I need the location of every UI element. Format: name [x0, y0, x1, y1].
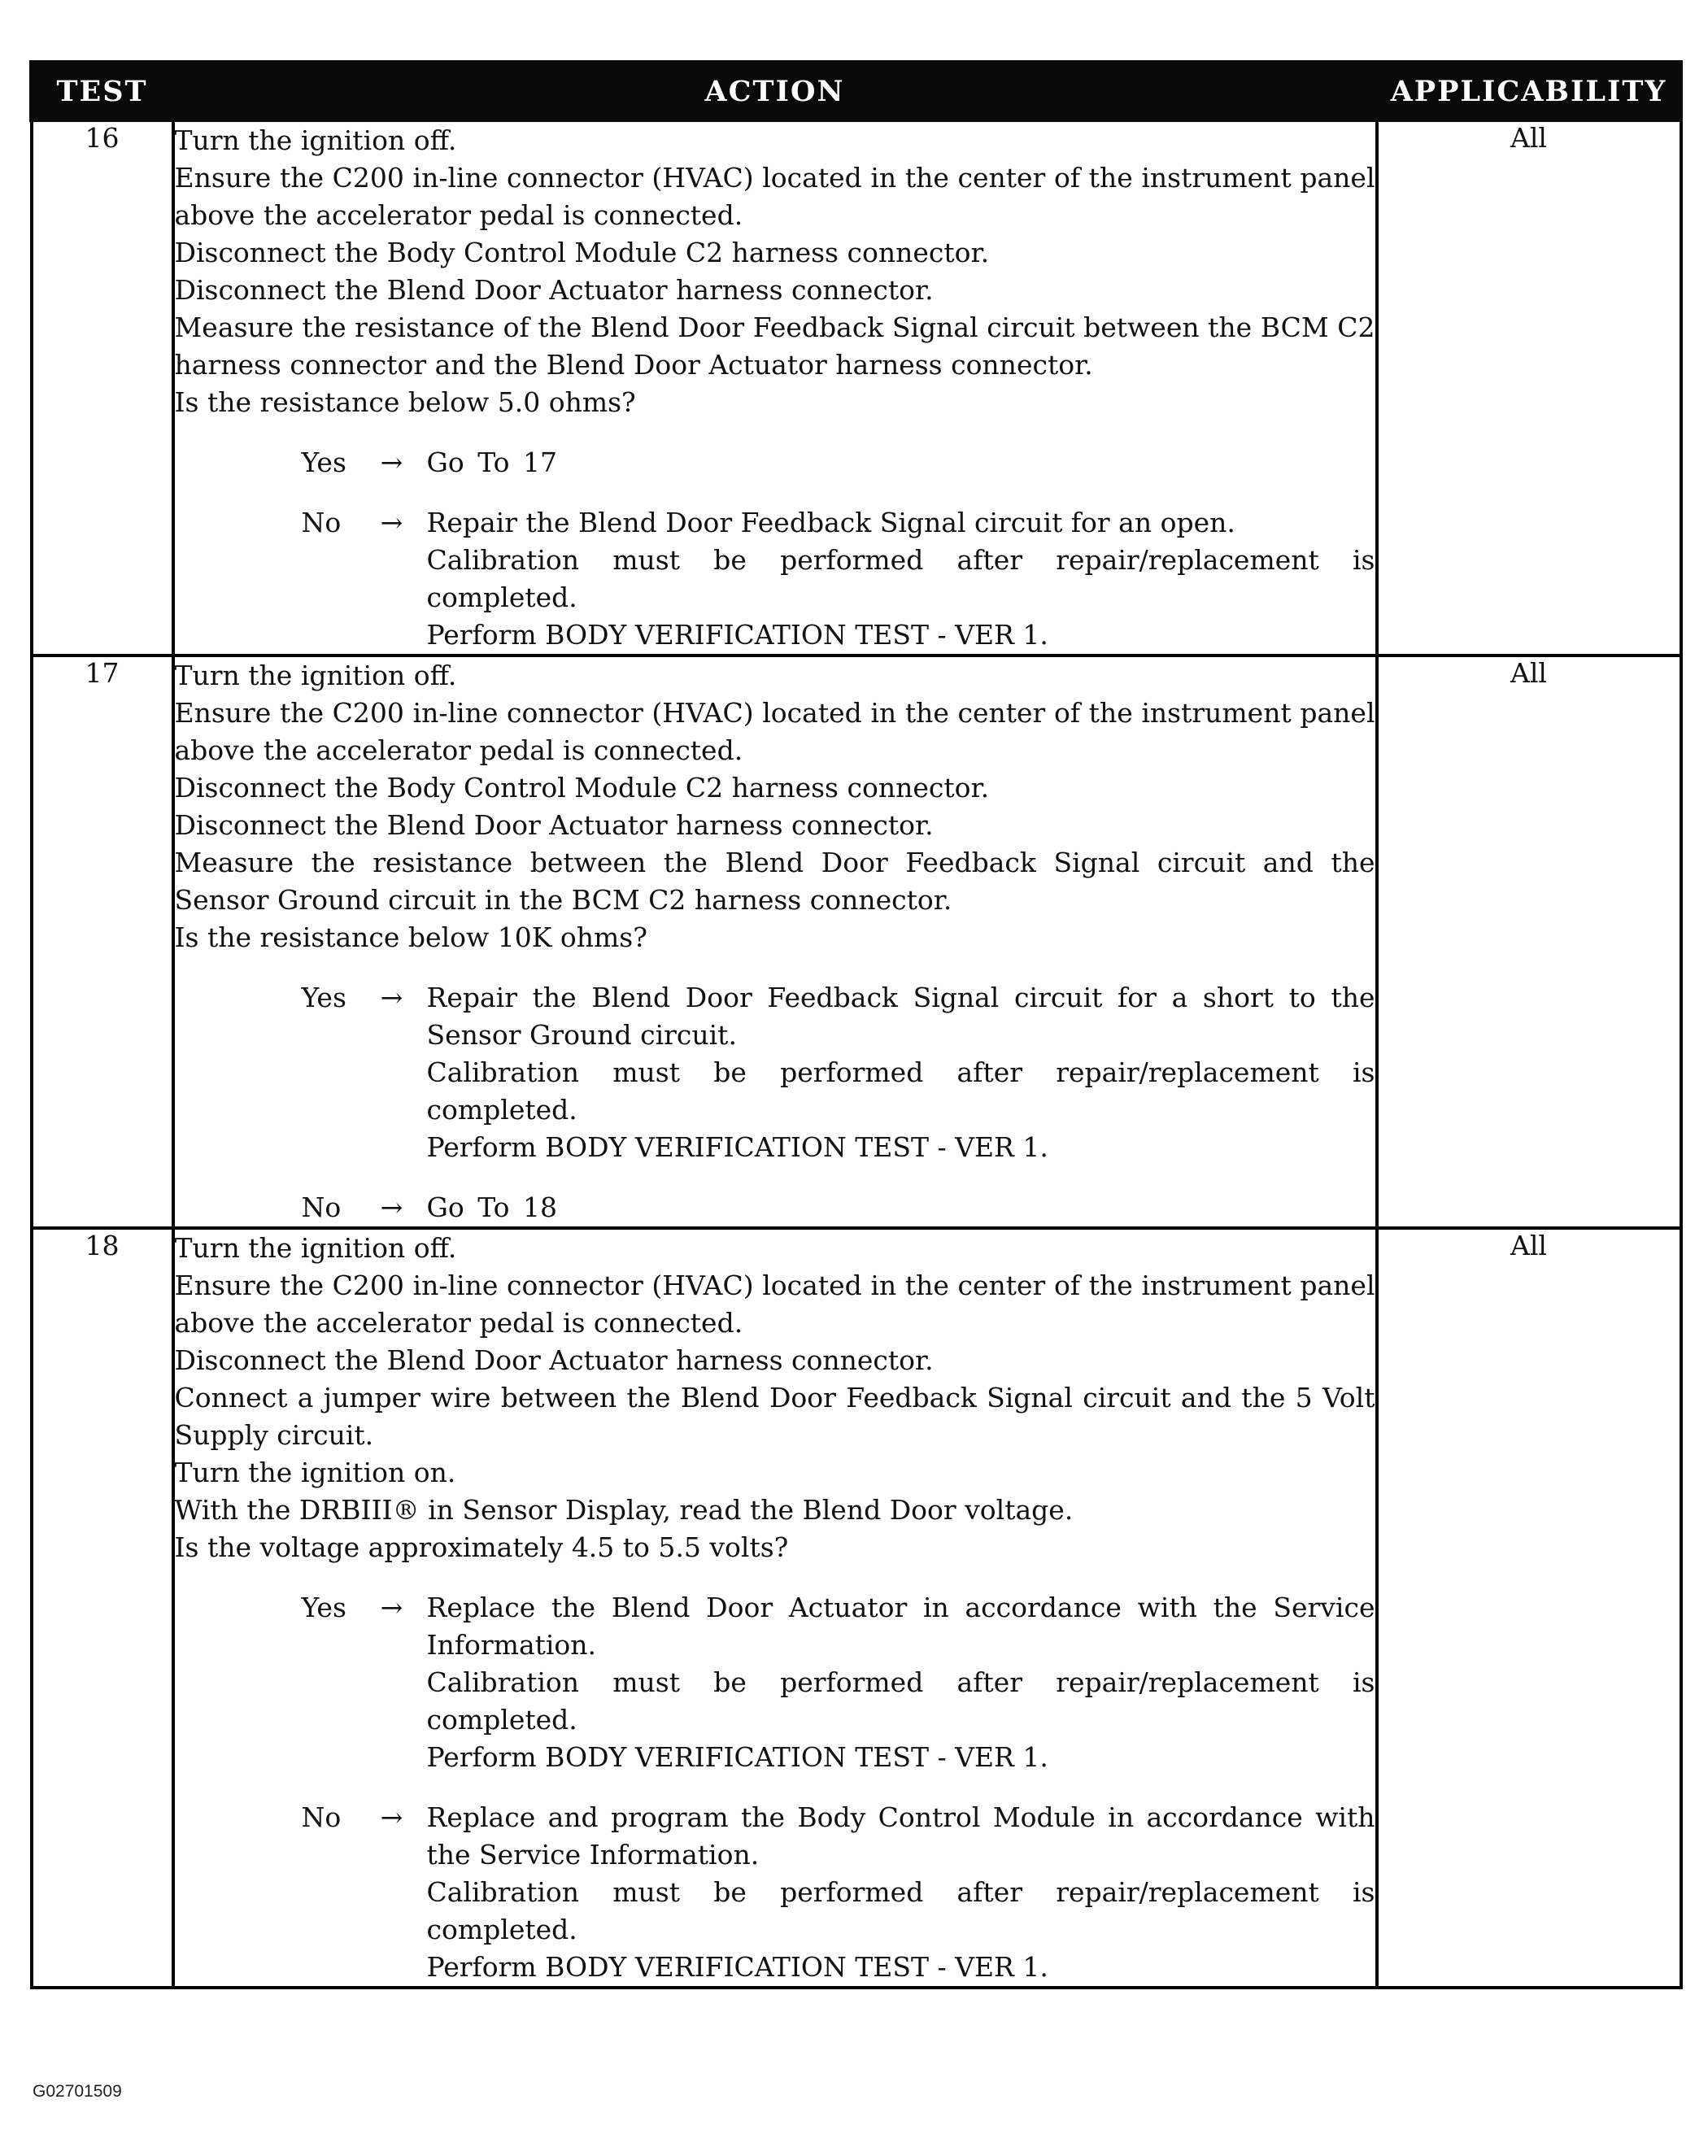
action-step: Connect a jumper wire between the Blend Door Feedback Signal circuit and the 5 Volt Supply circuit.	[174, 1382, 1375, 1451]
yes-result-text	[427, 1589, 1375, 1776]
yes-result	[302, 1589, 1375, 1776]
no-result	[302, 1189, 1375, 1226]
action-step: Disconnect the Body Control Module C2 harness connector.	[174, 237, 990, 268]
action-step: Disconnect the Blend Door Actuator harness connector.	[174, 809, 934, 841]
action-step: Measure the resistance of the Blend Door Feedback Signal circuit between the BCM C2 harness connector and the Blend Door Actuator harness connector.	[174, 311, 1375, 381]
applicability-value: All	[1377, 120, 1681, 656]
no-result	[302, 504, 1375, 654]
action-step: Measure the resistance between the Blend Door Feedback Signal circuit and the Sensor Ground circuit in the BCM C2 harness connector.	[174, 847, 1375, 916]
right-arrow-icon: →	[380, 1191, 403, 1223]
figure-code: G02701509	[33, 2082, 122, 2101]
action-step: Is the resistance below 10K ohms?	[174, 921, 647, 953]
yes-result-line: Calibration must be performed after repair/replacement is completed.	[426, 1056, 1375, 1126]
no-label: No	[301, 1801, 342, 1833]
yes-result-line: Perform BODY VERIFICATION TEST - VER 1.	[426, 1741, 1048, 1773]
right-arrow-icon: →	[380, 1592, 403, 1623]
action-step: Disconnect the Blend Door Actuator harness connector.	[174, 274, 934, 306]
test-number: 16	[32, 120, 173, 656]
table-header-row	[32, 63, 1681, 120]
yes-result-line: Replace the Blend Door Actuator in accordance with the Service Information.	[426, 1592, 1375, 1661]
action-step: Ensure the C200 in-line connector (HVAC) located in the center of the instrument panel above the accelerator pedal is connected.	[174, 697, 1375, 766]
right-arrow-icon: →	[380, 1801, 403, 1833]
action-step: Turn the ignition off.	[174, 660, 457, 691]
no-result-line: Repair the Blend Door Feedback Signal circuit for an open.	[426, 507, 1235, 538]
applicability-value: All	[1377, 656, 1681, 1228]
action-step: Ensure the C200 in-line connector (HVAC) located in the center of the instrument panel above the accelerator pedal is connected.	[174, 162, 1375, 231]
no-result-text	[427, 504, 1375, 654]
action-step: Disconnect the Blend Door Actuator harness connector.	[174, 1344, 934, 1376]
action-step: With the DRBIII® in Sensor Display, read the Blend Door voltage.	[174, 1494, 1074, 1526]
no-label: No	[301, 1191, 342, 1223]
diagnostic-test-table	[29, 60, 1683, 1989]
table-row	[32, 1228, 1681, 1988]
test-number: 17	[32, 656, 173, 1228]
right-arrow-icon: →	[380, 982, 403, 1013]
no-result-text	[427, 1799, 1375, 1986]
no-result-line: Calibration must be performed after repair/replacement is completed.	[426, 1876, 1375, 1945]
diagnostic-test-table-container	[29, 60, 1679, 1989]
yes-label: Yes	[301, 982, 346, 1013]
table-row	[32, 120, 1681, 656]
yes-label: Yes	[301, 1592, 346, 1623]
yes-result	[302, 444, 1375, 481]
action-step: Ensure the C200 in-line connector (HVAC) located in the center of the instrument panel above the accelerator pedal is connected.	[174, 1270, 1375, 1339]
right-arrow-icon: →	[380, 507, 403, 538]
action-cell	[173, 120, 1377, 656]
yes-result-text	[427, 444, 1375, 481]
yes-result-line: Repair the Blend Door Feedback Signal circuit for a short to the Sensor Ground circuit.	[426, 982, 1375, 1051]
header-action: ACTION	[173, 63, 1377, 120]
right-arrow-icon: →	[380, 446, 403, 478]
no-result-line: Replace and program the Body Control Module in accordance with the Service Information.	[426, 1801, 1375, 1871]
no-result-line: Perform BODY VERIFICATION TEST - VER 1.	[426, 619, 1048, 651]
action-step: Turn the ignition off.	[174, 1232, 457, 1264]
yes-result	[302, 979, 1375, 1166]
no-result	[302, 1799, 1375, 1986]
action-cell	[173, 656, 1377, 1228]
action-step: Disconnect the Body Control Module C2 harness connector.	[174, 772, 990, 804]
yes-label: Yes	[301, 446, 346, 478]
no-result-line: Calibration must be performed after repair/replacement is completed.	[426, 544, 1375, 613]
yes-result-text	[427, 979, 1375, 1166]
action-step: Is the resistance below 5.0 ohms?	[174, 386, 636, 418]
applicability-value: All	[1377, 1228, 1681, 1988]
no-result-text	[427, 1189, 1375, 1226]
no-label: No	[301, 507, 342, 538]
no-result-line: Go To 18	[426, 1191, 558, 1223]
no-result-line: Perform BODY VERIFICATION TEST - VER 1.	[426, 1951, 1048, 1983]
header-test: TEST	[32, 63, 173, 120]
header-applicability: APPLICABILITY	[1377, 63, 1681, 120]
yes-result-line: Go To 17	[426, 446, 558, 478]
yes-result-line: Perform BODY VERIFICATION TEST - VER 1.	[426, 1131, 1048, 1163]
action-step: Turn the ignition off.	[174, 124, 457, 156]
action-step: Turn the ignition on.	[174, 1457, 456, 1488]
action-cell	[173, 1228, 1377, 1988]
test-number: 18	[32, 1228, 173, 1988]
table-row	[32, 656, 1681, 1228]
yes-result-line: Calibration must be performed after repair/replacement is completed.	[426, 1666, 1375, 1736]
action-step: Is the voltage approximately 4.5 to 5.5 volts?	[174, 1531, 789, 1563]
